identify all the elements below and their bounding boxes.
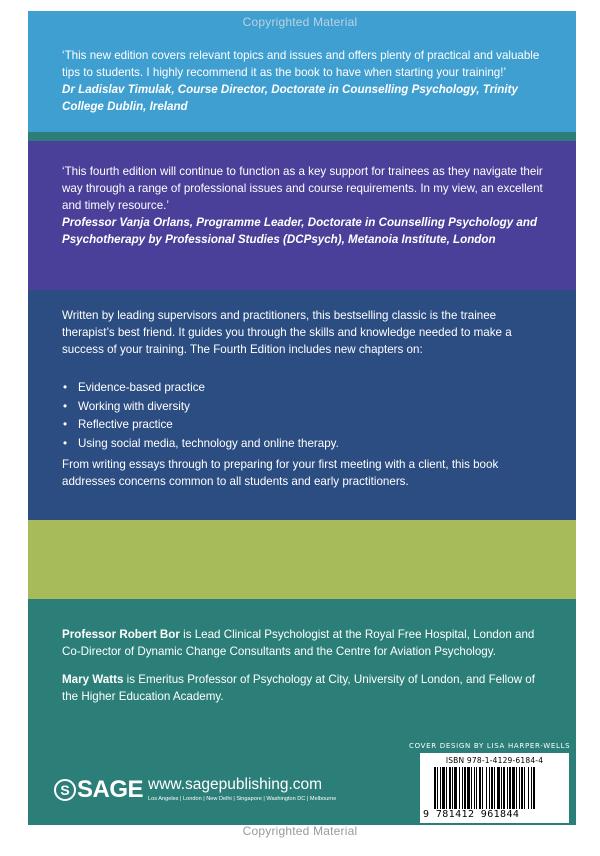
barcode-bar bbox=[501, 767, 502, 809]
barcode-bar bbox=[449, 767, 451, 809]
barcode-bar bbox=[489, 767, 490, 809]
barcode-bar bbox=[467, 767, 470, 809]
accent-band bbox=[28, 520, 576, 599]
sage-logo-mark: S bbox=[54, 779, 76, 801]
barcode-bar bbox=[486, 767, 487, 809]
endorsement-quote-1 bbox=[62, 47, 546, 115]
barcode-bar bbox=[479, 767, 481, 809]
publisher-url[interactable]: www.sagepublishing.com bbox=[148, 776, 323, 793]
author-bio-text: is Lead Clinical Psychologist at the Royal Free Hospital, London and Co-Director of Dynamic Change Consultants and the Centre for Aviation Psychology. bbox=[62, 628, 535, 658]
barcode-bar bbox=[482, 767, 483, 809]
barcode-bar bbox=[524, 767, 525, 809]
endorsement-quote-2 bbox=[62, 163, 546, 248]
author-bio-text: is Emeritus Professor of Psychology at City, University of London, and Fellow of the Higher Education Academy. bbox=[62, 673, 535, 703]
barcode-bar bbox=[533, 767, 535, 809]
barcode-bar bbox=[516, 767, 517, 809]
publisher-cities: Los Angeles | London | New Delhi | Singapore | Washington DC | Melbourne bbox=[148, 796, 337, 802]
isbn-label: ISBN 978-1-4129-6184-4 bbox=[445, 756, 544, 765]
barcode-bar bbox=[440, 767, 441, 809]
barcode-bar bbox=[464, 767, 466, 809]
quote-band-1 bbox=[28, 11, 576, 132]
barcode-icon bbox=[434, 767, 555, 809]
quote-source: Dr Ladislav Timulak, Course Director, Doctorate in Counselling Psychology, Trinity College Dublin, Ireland bbox=[62, 83, 518, 113]
barcode-bar bbox=[471, 767, 472, 809]
list-item: • Evidence-based practice bbox=[62, 379, 546, 398]
description-closing: From writing essays through to preparing for your first meeting with a client, this book addresses concerns common to all students and early practitioners. bbox=[62, 458, 499, 488]
barcode-bar bbox=[507, 767, 508, 809]
barcode-bar bbox=[521, 767, 523, 809]
barcode-bar bbox=[446, 767, 447, 809]
quote-text: ‘This fourth edition will continue to function as a key support for trainees as they navigate their way through a range of professional issues and course requirements. In my view, an excellent and timely resource.’ bbox=[62, 165, 543, 212]
quote-text: ‘This new edition covers relevant topics and issues and offers plenty of practical and valuable tips to students. I highly recommend it as the book to have when starting your training!’ bbox=[62, 49, 540, 79]
barcode-digits: 9 781412 961844 bbox=[423, 809, 520, 820]
description-band bbox=[28, 290, 576, 520]
copyright-watermark-top: Copyrighted Material bbox=[242, 15, 358, 29]
author-bio-2 bbox=[62, 671, 552, 705]
sage-logo bbox=[54, 776, 143, 804]
barcode-bar bbox=[442, 767, 445, 809]
authors-band bbox=[28, 599, 576, 825]
quote-band-2 bbox=[28, 141, 576, 291]
barcode-bar bbox=[452, 767, 453, 809]
barcode-bar bbox=[459, 767, 460, 809]
author-name: Mary Watts bbox=[62, 673, 124, 686]
new-chapters-list bbox=[62, 379, 546, 453]
barcode-bar bbox=[497, 767, 500, 809]
barcode-bar bbox=[491, 767, 493, 809]
barcode-bar bbox=[503, 767, 505, 809]
cover-design-credit: COVER DESIGN BY LISA HARPER-WELLS bbox=[409, 742, 571, 750]
author-bio-1 bbox=[62, 626, 552, 660]
list-item: • Working with diversity bbox=[62, 398, 546, 417]
back-cover bbox=[28, 11, 576, 825]
barcode-bar bbox=[531, 767, 532, 809]
barcode-bar bbox=[454, 767, 457, 809]
quote-source: Professor Vanja Orlans, Programme Leader, Doctorate in Counselling Psychology and Psychotherapy by Professional Studies (DCPsych), Metanoia Institute, London bbox=[62, 216, 538, 246]
list-item: • Using social media, technology and online therapy. bbox=[62, 435, 546, 454]
copyright-watermark-bottom: Copyrighted Material bbox=[242, 824, 358, 838]
barcode-bar bbox=[462, 767, 463, 809]
author-name: Professor Robert Bor bbox=[62, 628, 180, 641]
barcode-bar bbox=[437, 767, 438, 809]
barcode-bar bbox=[509, 767, 511, 809]
isbn-barcode bbox=[420, 753, 569, 823]
barcode-bar bbox=[474, 767, 475, 809]
barcode-bar bbox=[494, 767, 495, 809]
barcode-bar bbox=[519, 767, 520, 809]
barcode-bar bbox=[434, 767, 436, 809]
barcode-bar bbox=[512, 767, 515, 809]
barcode-bar bbox=[476, 767, 477, 809]
description-intro: Written by leading supervisors and practitioners, this bestselling classic is the trainee therapist’s best friend. It guides you through the skills and knowledge needed to make a success of your training. The Fourth Edition includes new chapters on: bbox=[62, 309, 512, 356]
sage-logo-wordmark: SAGE bbox=[77, 776, 144, 803]
barcode-bar bbox=[528, 767, 529, 809]
list-item: • Reflective practice bbox=[62, 416, 546, 435]
